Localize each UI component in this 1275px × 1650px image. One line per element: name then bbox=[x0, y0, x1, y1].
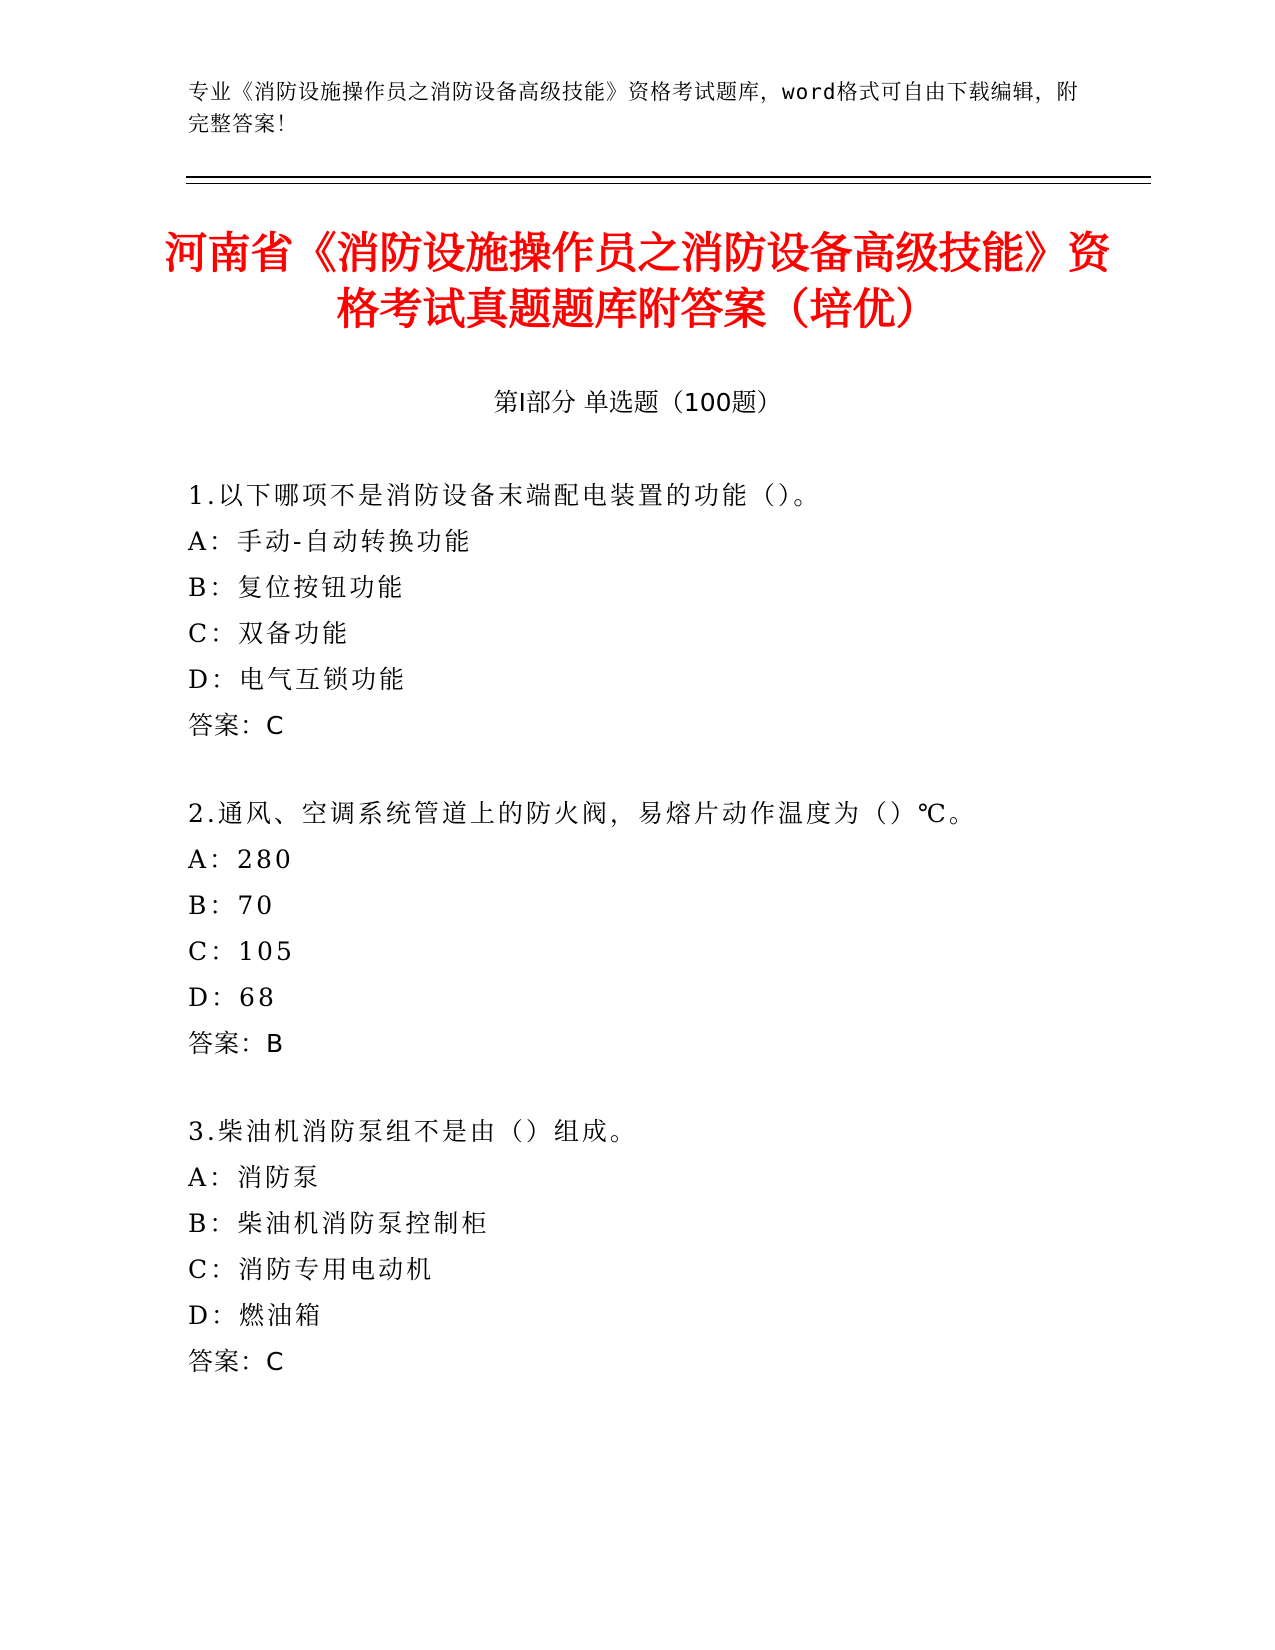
option-d: D：电气互锁功能 bbox=[188, 665, 408, 694]
question-1 bbox=[188, 473, 1188, 749]
option-d: D：燃油箱 bbox=[188, 1301, 324, 1330]
header-divider-thick bbox=[186, 176, 1151, 178]
question-text: 2.通风、空调系统管道上的防火阀，易熔片动作温度为（）℃。 bbox=[188, 799, 977, 828]
header-divider-thin bbox=[186, 183, 1151, 184]
question-3 bbox=[188, 1109, 1188, 1385]
question-text: 3.柴油机消防泵组不是由（）组成。 bbox=[188, 1117, 638, 1146]
intro-text: 专业《消防设施操作员之消防设备高级技能》资格考试题库，word格式可自由下载编辑，附完整答案！ bbox=[188, 80, 1079, 136]
option-b: B：70 bbox=[188, 891, 276, 920]
option-b: B：柴油机消防泵控制柜 bbox=[188, 1209, 490, 1238]
question-text: 1.以下哪项不是消防设备末端配电装置的功能（）。 bbox=[188, 481, 822, 510]
document-title: 河南省《消防设施操作员之消防设备高级技能》资格考试真题题库附答案（培优） bbox=[164, 229, 1111, 335]
option-c: C：双备功能 bbox=[188, 619, 351, 648]
answer: 答案：B bbox=[188, 1029, 285, 1058]
option-a: A：消防泵 bbox=[188, 1163, 322, 1192]
option-d: D：68 bbox=[188, 983, 277, 1012]
option-a: A：手动-自动转换功能 bbox=[188, 527, 473, 556]
option-b: B：复位按钮功能 bbox=[188, 573, 406, 602]
option-c: C：105 bbox=[188, 937, 295, 966]
option-c: C：消防专用电动机 bbox=[188, 1255, 435, 1284]
question-2 bbox=[188, 791, 1188, 1067]
option-a: A：280 bbox=[188, 845, 294, 874]
answer: 答案：C bbox=[188, 1347, 285, 1376]
section-title: 第Ⅰ部分 单选题（100题） bbox=[493, 388, 782, 417]
answer: 答案：C bbox=[188, 711, 285, 740]
